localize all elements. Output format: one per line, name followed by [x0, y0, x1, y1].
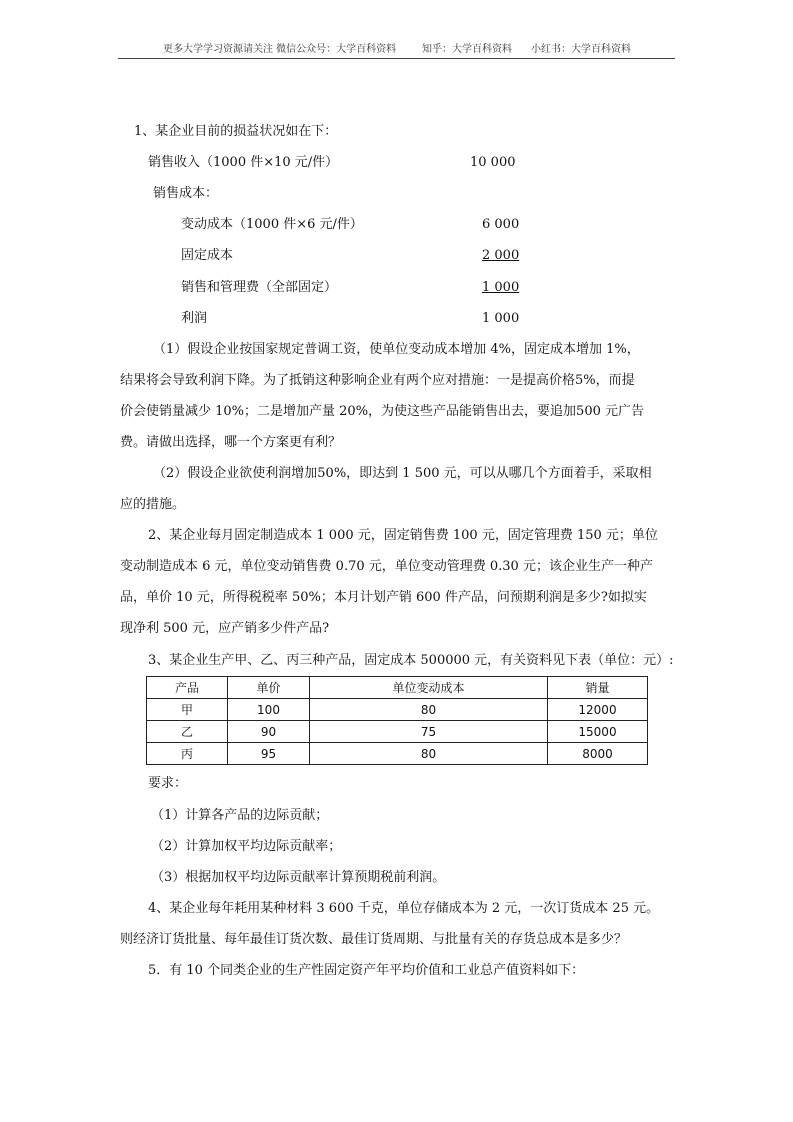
q1-sales-label: 销售收入（1000 件×10 元/件）	[148, 155, 339, 170]
q2-line1: 2、某企业每月固定制造成本 1 000 元，固定销售费 100 元，固定管理费 150 元；单位	[148, 528, 658, 543]
q1-profit-value: 1 000	[482, 311, 520, 326]
q1-variable-cost-label: 变动成本（1000 件×6 元/件）	[181, 217, 363, 232]
table-row	[147, 721, 648, 743]
table-cell: 100	[228, 699, 310, 721]
q1-part1-line3: 价会使销量减少 10%；二是增加产量 20%，为使这些产品能销售出去，要追加500 元广告	[120, 404, 644, 419]
table-cell: 丙	[147, 743, 228, 765]
header-zhihu: 知乎：大学百科资料	[422, 44, 512, 55]
table-row	[147, 699, 648, 721]
column-header: 销量	[548, 677, 648, 699]
table-cell: 8000	[548, 743, 648, 765]
q4-line2: 则经济订货批量、每年最佳订货次数、最佳订货周期、与批量有关的存货总成本是多少？	[120, 932, 628, 947]
header-wechat: 更多大学学习资源请关注 微信公众号：大学百科资料	[163, 44, 397, 55]
table-cell: 乙	[147, 721, 228, 743]
q2-line2: 变动制造成本 6 元，单位变动销售费 0.70 元，单位变动管理费 0.30 元；该企业生产一种产	[120, 559, 653, 574]
q2-line3: 品，单价 10 元，所得税税率 50%；本月计划产销 600 件产品，问预期利润是多少?如拟实	[120, 590, 647, 605]
page-header	[0, 40, 793, 54]
table-cell: 95	[228, 743, 310, 765]
table-cell: 15000	[548, 721, 648, 743]
table-cell: 80	[310, 699, 548, 721]
header-divider	[118, 58, 675, 59]
table-header-row	[147, 677, 648, 699]
column-header: 单价	[228, 677, 310, 699]
product-table	[146, 676, 648, 765]
table-cell: 甲	[147, 699, 228, 721]
q1-admin-value: 1 000	[482, 280, 520, 295]
table-cell: 12000	[548, 699, 648, 721]
table-cell: 90	[228, 721, 310, 743]
table-row	[147, 743, 648, 765]
q1-variable-cost-value: 6 000	[482, 217, 520, 232]
q3-requirement-2: （2）计算加权平均边际贡献率；	[151, 839, 342, 854]
q2-line4: 现净利 500 元，应产销多少件产品?	[120, 621, 330, 636]
q1-part2-line1: （2）假设企业欲使利润增加50%，即达到 1 500 元，可以从哪几个方面着手，采取相	[153, 466, 652, 481]
q1-sales-value: 10 000	[470, 155, 516, 170]
q1-title: 1、某企业目前的损益状况如在下：	[134, 124, 338, 139]
q3-requirements-label: 要求：	[148, 776, 188, 791]
q3-requirement-1: （1）计算各产品的边际贡献；	[151, 808, 329, 823]
table-cell: 80	[310, 743, 548, 765]
column-header: 单位变动成本	[310, 677, 548, 699]
q1-part2-line2: 应的措施。	[120, 497, 186, 512]
q3-requirement-3: （3）根据加权平均边际贡献率计算预期税前利润。	[151, 870, 446, 885]
q1-part1-line4: 费。请做出选择，哪一个方案更有利？	[120, 435, 342, 450]
header-xiaohongshu: 小红书：大学百科资料	[531, 44, 631, 55]
column-header: 产品	[147, 677, 228, 699]
table-cell: 75	[310, 721, 548, 743]
q5-line1: 5．有 10 个同类企业的生产性固定资产年平均价值和工业总产值资料如下：	[148, 963, 585, 978]
q1-part1-line2: 结果将会导致利润下降。为了抵销这种影响企业有两个应对措施：一是提高价格5%，而提	[120, 373, 635, 388]
q1-profit-label: 利润	[181, 311, 208, 326]
q1-cost-label: 销售成本：	[153, 186, 219, 201]
q1-fixed-cost-value: 2 000	[482, 248, 520, 263]
q1-admin-label: 销售和管理费（全部固定）	[181, 280, 338, 295]
q1-part1-line1: （1）假设企业按国家规定普调工资，使单位变动成本增加 4%，固定成本增加 1%，	[153, 342, 640, 357]
q1-fixed-cost-label: 固定成本	[181, 248, 234, 263]
q3-title: 3、某企业生产甲、乙、丙三种产品，固定成本 500000 元，有关资料见下表（单位：元）:	[148, 653, 674, 668]
q4-line1: 4、某企业每年耗用某种材料 3 600 千克，单位存储成本为 2 元，一次订货成本 25 元。	[148, 901, 660, 916]
